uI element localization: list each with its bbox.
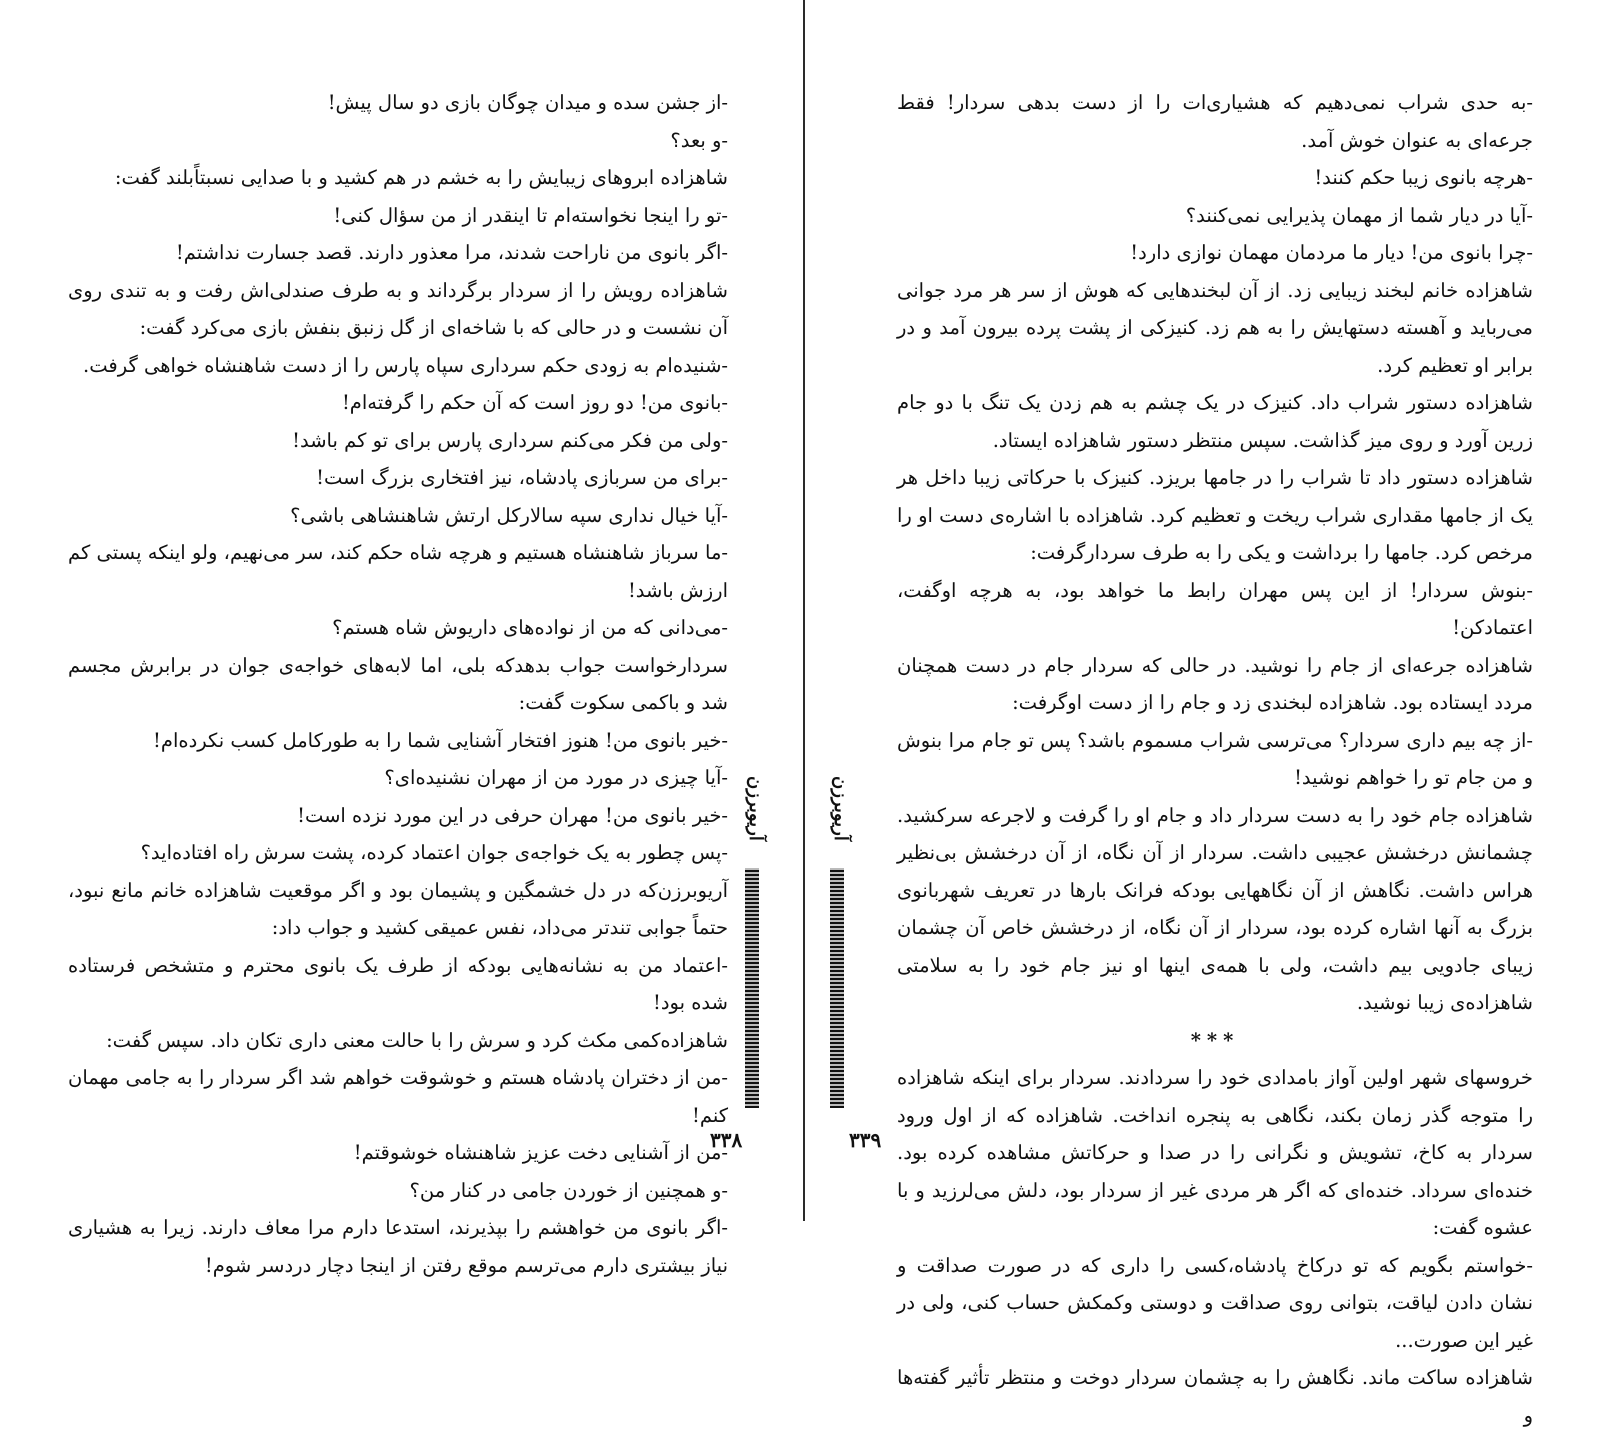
text-line: شاهزاده ساکت ماند. نگاهش را به چشمان سردار دوخت و منتظر تأثیر گفته‌ها و [897, 1366, 1533, 1427]
text-line: -از چه بیم داری سردار؟ می‌ترسی شراب مسموم باشد؟ پس تو جام مرا بنوش و من جام تو را خواهم نوشید! [897, 728, 1533, 789]
section-separator: *** [1190, 1028, 1240, 1052]
text-line: -خواستم بگویم که تو درکاخ پادشاه،کسی را داری که در صورت صداقت و نشان دادن لیاقت، بتوانی روی صداقت و دوستی وکمکش حساب کنی، ولی در غیر این صورت... [897, 1253, 1533, 1352]
text-line: شاهزاده دستور داد تا شراب را در جامها بریزد. کنیزک با حرکاتی زیبا داخل هر یک از جامها مقداری شراب ریخت و تعظیم کرد. شاهزاده با اشاره‌ی دست او را مرخص کرد. جامها را برداشت و یکی را به طرف سردارگرفت: [897, 466, 1533, 564]
text-line: -پس چطور به یک خواجه‌ی جوان اعتماد کرده، پشت سرش راه افتاده‌اید؟ [140, 841, 728, 864]
text-line: -می‌دانی که من از نواده‌های داریوش شاه هستم؟ [332, 616, 728, 639]
text-line: -خیر بانوی من! مهران حرفی در این مورد نزده است! [297, 803, 728, 827]
text-line: -و همچنین از خوردن جامی در کنار من؟ [409, 1178, 728, 1202]
text-line: -برای من سربازی پادشاه، نیز افتخاری بزرگ است! [316, 466, 728, 489]
decorative-bar [745, 868, 759, 1108]
running-head [825, 768, 851, 1143]
text-line: -اگر بانوی من ناراحت شدند، مرا معذور دارند. قصد جسارت نداشتم! [175, 241, 728, 264]
text-line: -از جشن سده و میدان چوگان بازی دو سال پیش! [327, 91, 728, 114]
page-number: ۳۳۹ [849, 1128, 882, 1152]
text-line: -و بعد؟ [670, 128, 728, 152]
text-line: شاهزاده جرعه‌ای از جام را نوشید. در حالی که سردار جام در دست همچنان مردد ایستاده بود. شاهزاده لبخندی زد و جام را از دست اوگرفت: [897, 653, 1533, 714]
left-page [0, 0, 800, 1277]
text-line: -چرا بانوی من! دیار ما مردمان مهمان نوازی دارد! [1130, 241, 1533, 264]
text-line: -من از دختران پادشاه هستم و خوشوقت خواهم شد اگر سردار را به جامی مهمان کنم! [68, 1066, 728, 1127]
text-line: -هرچه بانوی زیبا حکم کنند! [1314, 166, 1533, 189]
text-line: -آیا خیال نداری سپه سالارکل ارتش شاهنشاهی باشی؟ [290, 503, 728, 527]
text-line: شاهزاده جام خود را به دست سردار داد و جام او را گرفت و لاجرعه سرکشید. چشمانش درخشش عجیبی داشت. سردار از آن نگاه، از آن درخشش بی‌نظیر هراس داشت. نگاهش از آن نگاههایی بودکه فرانک بارها در تعریف شهربانوی بزرگ به آنها اشاره کرده بود، سردار از آن نگاه، از درخشش خاص آن چشمان زیبای جادویی بیم داشت، ولی با همه‌ی اینها او نیز جام خود را به سلامتی شاهزاده‌ی زیبا نوشید. [897, 803, 1533, 1014]
text-line: -اگر بانوی من خواهشم را بپذیرند، استدعا دارم مرا معاف دارند. زیرا به هشیاری نیاز بیشتری دارم می‌ترسم موقع رفتن از اینجا دچار دردسر شوم! [68, 1216, 728, 1277]
right-page-text [897, 84, 1533, 1434]
text-line: شاهزاده خانم لبخند زیبایی زد. از آن لبخندهایی که هوش از سر هر مرد جوانی می‌رباید و آهسته دستهایش را به هم زد. کنیزکی از پشت پرده بیرون آمد و در برابر او تعظیم کرد. [897, 278, 1533, 377]
text-line: سردارخواست جواب بدهدکه بلی، اما لابه‌های خواجه‌ی جوان در برابرش مجسم شد و باکمی سکوت گفت: [68, 653, 728, 714]
text-line: -به حدی شراب نمی‌دهیم که هشیاری‌ات را از دست بدهی سردار! فقط جرعه‌ای به عنوان خوش آمد. [897, 91, 1533, 152]
text-line: خروسهای شهر اولین آواز بامدادی خود را سردادند. سردار برای اینکه شاهزاده را متوجه گذر زمان بکند، نگاهی به پنجره انداخت. شاهزاده که از اول ورود سردار به کاخ، تشویش و نگرانی را در صدا و حرکاتش مشاهده کرده بود. خنده‌ای سرداد. خنده‌ای که اگر هر مردی غیر از سردار بود، دلش می‌لرزید و با عشوه گفت: [897, 1066, 1533, 1239]
running-title: آریوبرزن [745, 775, 766, 841]
text-line: شاهزاده دستور شراب داد. کنیزک در یک چشم به هم زدن یک تنگ با دو جام زرین آورد و روی میز گذاشت. سپس منتظر دستور شاهزاده ایستاد. [897, 391, 1533, 452]
text-line: شاهزاده‌کمی مکث کرد و سرش را با حالت معنی داری تکان داد. سپس گفت: [106, 1028, 728, 1052]
text-line: -من از آشنایی دخت عزیز شاهنشاه خوشوقتم! [353, 1141, 728, 1164]
text-line: -خیر بانوی من! هنوز افتخار آشنایی شما را به طورکامل کسب نکرده‌ام! [153, 728, 728, 752]
text-line: آریوبرزن‌که در دل خشمگین و پشیمان بود و اگر موقعیت شاهزاده خانم مانع نبود، حتماً جوابی تندتر می‌داد، نفس عمیقی کشید و جواب داد: [68, 878, 728, 939]
text-line: -شنیده‌ام به زودی حکم سرداری سپاه پارس را از دست شاهنشاه خواهی گرفت. [83, 353, 728, 377]
text-line: شاهزاده ابروهای زیبایش را به خشم در هم کشید و با صدایی نسبتاًبلند گفت: [114, 166, 728, 189]
left-page-text [68, 84, 728, 1284]
text-line: -بانوی من! دو روز است که آن حکم را گرفته‌ام! [341, 391, 728, 414]
text-line: -آیا چیزی در مورد من از مهران نشنیده‌ای؟ [384, 766, 728, 789]
text-line: -ما سرباز شاهنشاه هستیم و هرچه شاه حکم کند، سر می‌نهیم، ولو اینکه پستی کم ارزش باشد! [68, 541, 728, 602]
page-number: ۳۳۸ [710, 1128, 743, 1152]
text-line: -ولی من فکر می‌کنم سرداری پارس برای تو کم باشد! [292, 428, 728, 452]
right-page [805, 0, 1600, 1427]
text-line: -تو را اینجا نخواسته‌ام تا اینقدر از من سؤال کنی! [333, 203, 728, 227]
text-line: -آیا در دیار شما از مهمان پذیرایی نمی‌کنند؟ [1185, 203, 1533, 227]
text-line: -بنوش سردار! از این پس مهران رابط ما خواهد بود، به هرچه اوگفت، اعتمادکن! [897, 578, 1533, 639]
text-line: شاهزاده رویش را از سردار برگرداند و به طرف صندلی‌اش رفت و به تندی روی آن نشست و در حالی که با شاخه‌ای از گل زنبق بنفش بازی می‌کرد گفت: [68, 278, 728, 339]
text-line: -اعتماد من به نشانه‌هایی بودکه از طرف یک بانوی محترم و متشخص فرستاده شده بود! [68, 953, 728, 1014]
running-title: آریوبرزن [830, 775, 851, 841]
running-head [740, 768, 766, 1143]
decorative-bar [830, 868, 844, 1108]
